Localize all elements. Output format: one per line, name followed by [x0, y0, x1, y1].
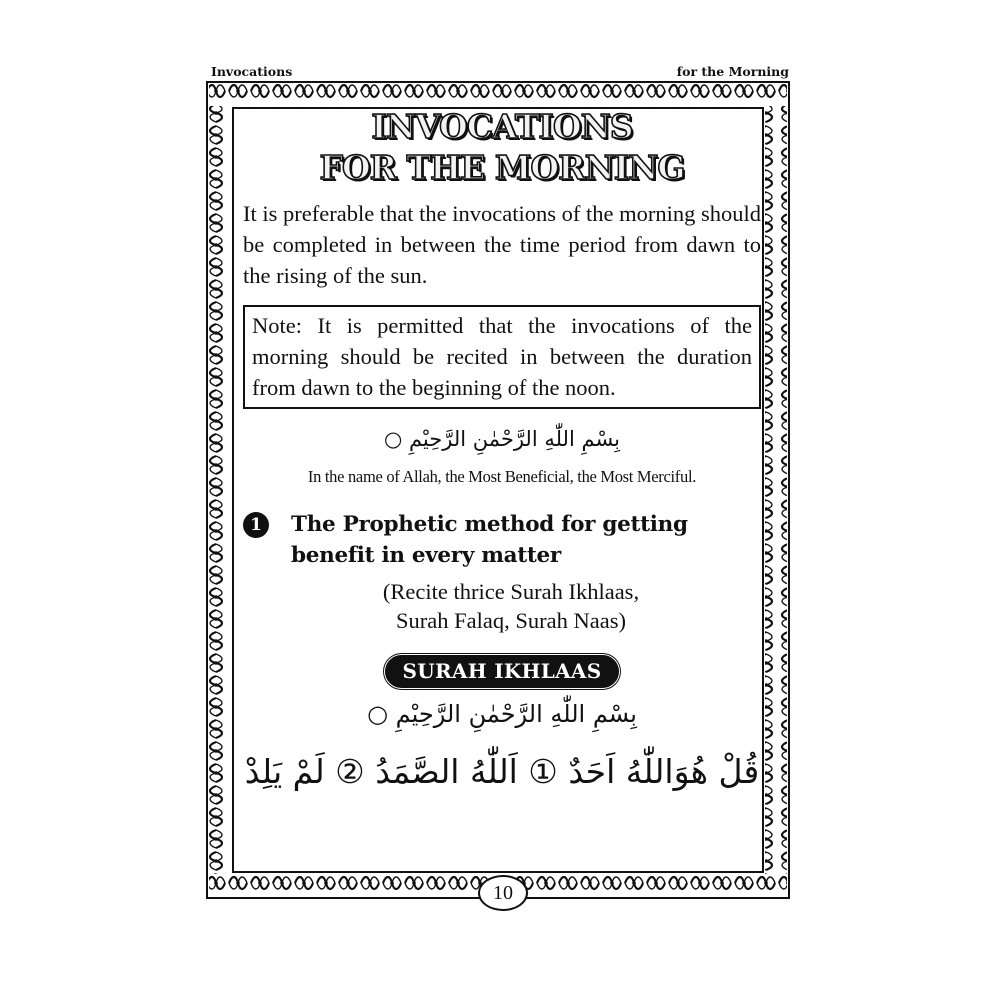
- page-frame: [205, 80, 791, 904]
- surah-bismillah: بِسْمِ اللّٰهِ الرَّحْمٰنِ الرَّحِيْمِ ○: [367, 700, 637, 728]
- intro-paragraph: It is preferable that the invocations of the morning should be completed in between the time period from dawn to the rising of the sun.: [243, 201, 761, 288]
- note-box: Note: It is permitted that the invocations of the morning should be recited in between the duration from dawn to the beginning of the noon.: [243, 305, 761, 409]
- item-title: The Prophetic method for getting benefit in every matter: [291, 512, 688, 568]
- surah-label: SURAH IKHLAAS: [385, 655, 620, 688]
- page-title: [243, 106, 761, 188]
- running-head-right: for the Morning: [676, 64, 789, 79]
- item-instruction-line-2: Surah Falaq, Surah Naas): [396, 608, 626, 633]
- item-instruction: [291, 577, 761, 635]
- invocation-item: [243, 509, 761, 635]
- item-number-badge: 1: [243, 512, 269, 538]
- running-head-left: Invocations: [211, 64, 293, 79]
- page-content: [243, 106, 761, 866]
- item-instruction-line-1: (Recite thrice Surah Ikhlaas,: [382, 579, 640, 604]
- page-number: 10: [478, 875, 528, 911]
- surah-label-wrap: [243, 655, 761, 688]
- bismillah-translation: In the name of Allah, the Most Beneficial, the Most Merciful.: [307, 467, 697, 486]
- page-title-line-2: FOR THE MORNING: [319, 148, 685, 187]
- surah-ayat: قُلْ هُوَاللّٰهُ اَحَدٌ ① اَللّٰهُ الصَّمَدُ ② لَمْ يَلِدْ: [244, 752, 760, 791]
- page-title-line-1: INVOCATIONS: [371, 107, 633, 146]
- bismillah-arabic: بِسْمِ اللّٰهِ الرَّحْمٰنِ الرَّحِيْمِ ○: [383, 427, 621, 451]
